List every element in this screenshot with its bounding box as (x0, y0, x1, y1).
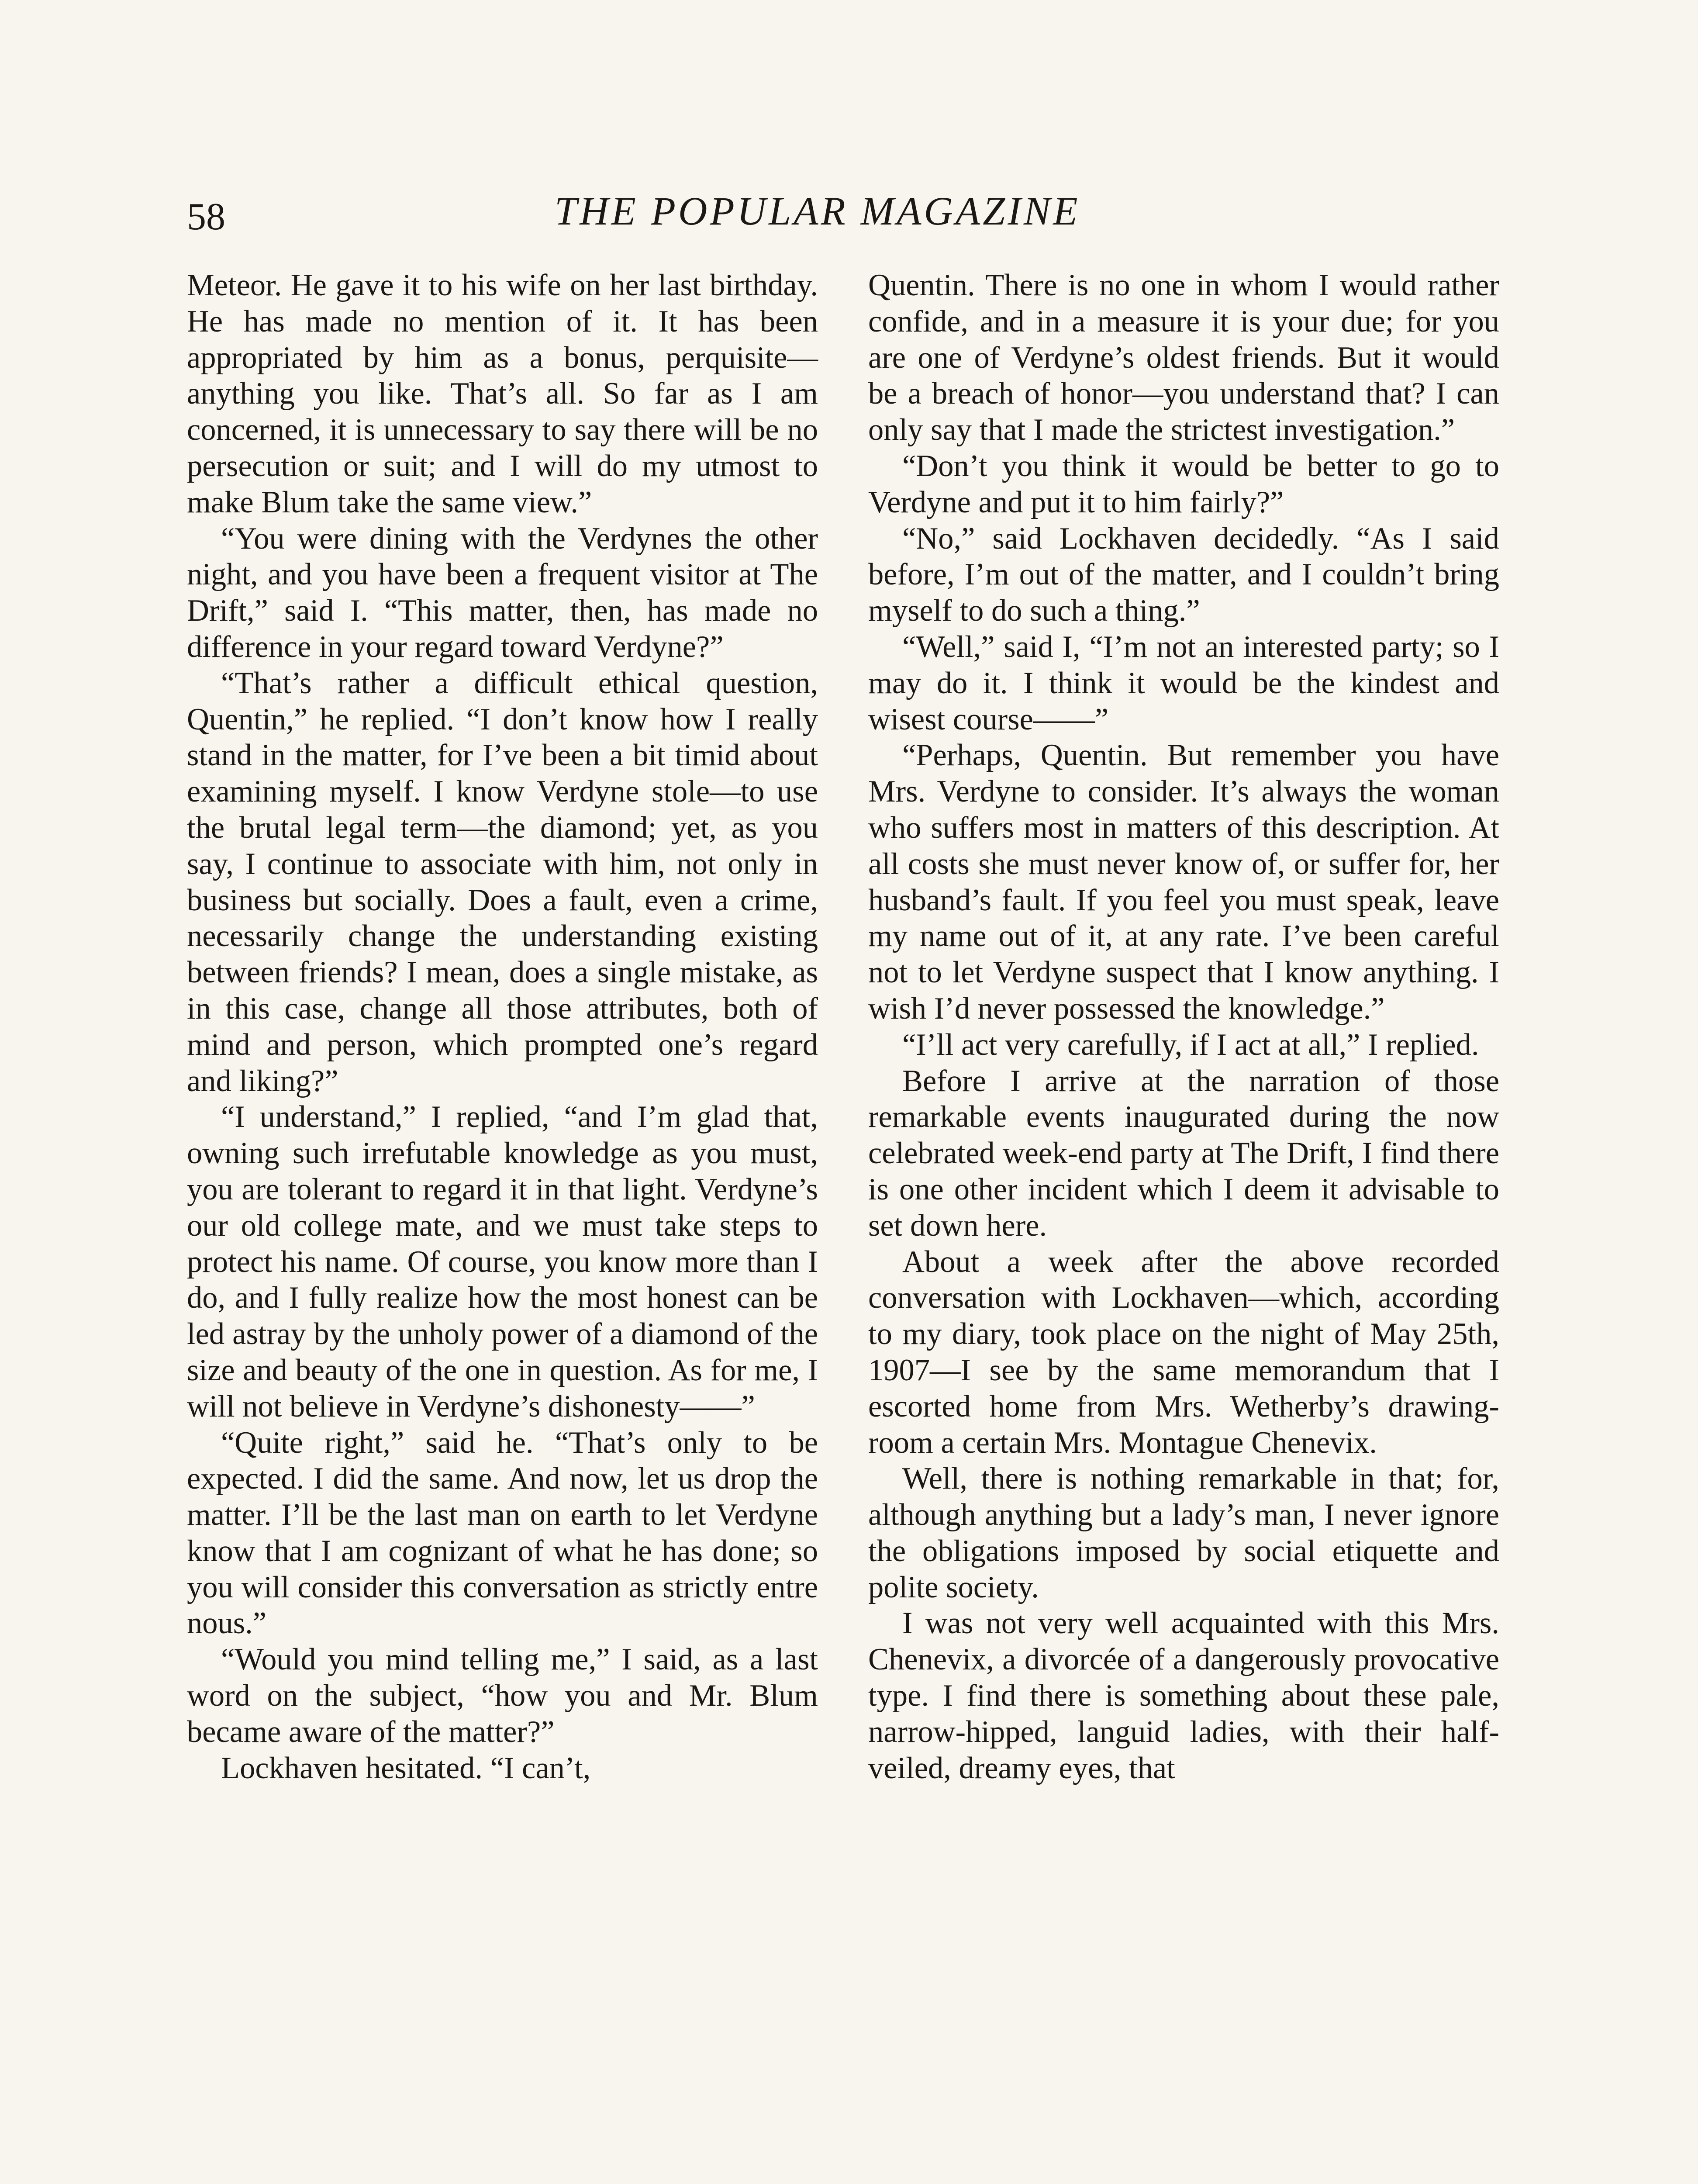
paragraph: About a week after the above recorded conversation with Lockhaven—which, according to my diary, took place on the night of May 25th, 1907—I see by the same memorandum that I escorted home from Mrs. Wetherby’s drawing-room a certain Mrs. Montague Chenevix. (868, 1244, 1499, 1460)
left-column (187, 267, 818, 1786)
paragraph: “That’s rather a difficult ethical question, Quentin,” he replied. “I don’t know how I really stand in the matter, for I’ve been a bit timid about examining myself. I know Verdyne stole—to use the brutal legal term—the diamond; yet, as you say, I continue to associate with him, not only in business but socially. Does a fault, even a crime, necessarily change the understanding existing between friends? I mean, does a single mistake, as in this case, change all those attributes, both of mind and person, which prompted one’s regard and liking?” (187, 666, 818, 1098)
running-head: THE POPULAR MAGAZINE (555, 189, 1080, 233)
paragraph: Well, there is nothing remarkable in that; for, although anything but a lady’s man, I never ignore the obligations imposed by social etiquette and polite society. (868, 1462, 1499, 1604)
paragraph: Quentin. There is no one in whom I would rather confide, and in a measure it is your due; for you are one of Verdyne’s oldest friends. But it would be a breach of honor—you understand that? I can only say that I made the strictest investigation.” (868, 268, 1499, 447)
paragraph: “I understand,” I replied, “and I’m glad that, owning such irrefutable knowledge as you must, you are tolerant to regard it in that light. Verdyne’s our old college mate, and we must take steps to protect his name. Of course, you know more than I do, and I fully realize how the most honest can be led astray by the unholy power of a diamond of the size and beauty of the one in question. As for me, I will not believe in Verdyne’s dishonesty——” (187, 1100, 818, 1424)
paragraph: “I’ll act very carefully, if I act at all,” I replied. (902, 1027, 1479, 1062)
paragraph: “Quite right,” said he. “That’s only to be expected. I did the same. And now, let us drop the matter. I’ll be the last man on earth to let Verdyne know that I am cognizant of what he has done; so you will consider this conversation as strictly entre nous.” (187, 1425, 818, 1641)
paragraph: “Don’t you think it would be better to go to Verdyne and put it to him fairly?” (868, 449, 1499, 519)
paragraph: Before I arrive at the narration of those remarkable events inaugurated during the now celebrated week-end party at The Drift, I find there is one other incident which I deem it advisable to set down here. (868, 1064, 1499, 1243)
paragraph: “Well,” said I, “I’m not an interested party; so I may do it. I think it would be the kindest and wisest course——” (868, 629, 1499, 736)
right-column (868, 267, 1499, 1786)
paragraph: “You were dining with the Verdynes the other night, and you have been a frequent visitor at The Drift,” said I. “This matter, then, has made no difference in your regard toward Verdyne?” (187, 521, 818, 664)
page-number: 58 (187, 196, 225, 238)
paragraph: “Would you mind telling me,” I said, as a last word on the subject, “how you and Mr. Blum became aware of the matter?” (187, 1642, 818, 1749)
paragraph: “Perhaps, Quentin. But remember you have Mrs. Verdyne to consider. It’s always the woman who suffers most in matters of this description. At all costs she must never know of, or suffer for, her husband’s fault. If you feel you must speak, leave my name out of it, at any rate. I’ve been careful not to let Verdyne suspect that I know anything. I wish I’d never possessed the knowledge.” (868, 738, 1499, 1026)
paragraph: Meteor. He gave it to his wife on her last birthday. He has made no mention of it. It has been appropriated by him as a bonus, perquisite—anything you like. That’s all. So far as I am concerned, it is unnecessary to say there will be no persecution or suit; and I will do my utmost to make Blum take the same view.” (187, 268, 818, 519)
paragraph: I was not very well acquainted with this Mrs. Chenevix, a divorcée of a dangerously provocative type. I find there is something about these pale, narrow-hipped, languid ladies, with their half-veiled, dreamy eyes, that (868, 1606, 1499, 1785)
paragraph: “No,” said Lockhaven decidedly. “As I said before, I’m out of the matter, and I couldn’t bring myself to do such a thing.” (868, 521, 1499, 628)
paragraph: Lockhaven hesitated. “I can’t, (221, 1751, 591, 1785)
